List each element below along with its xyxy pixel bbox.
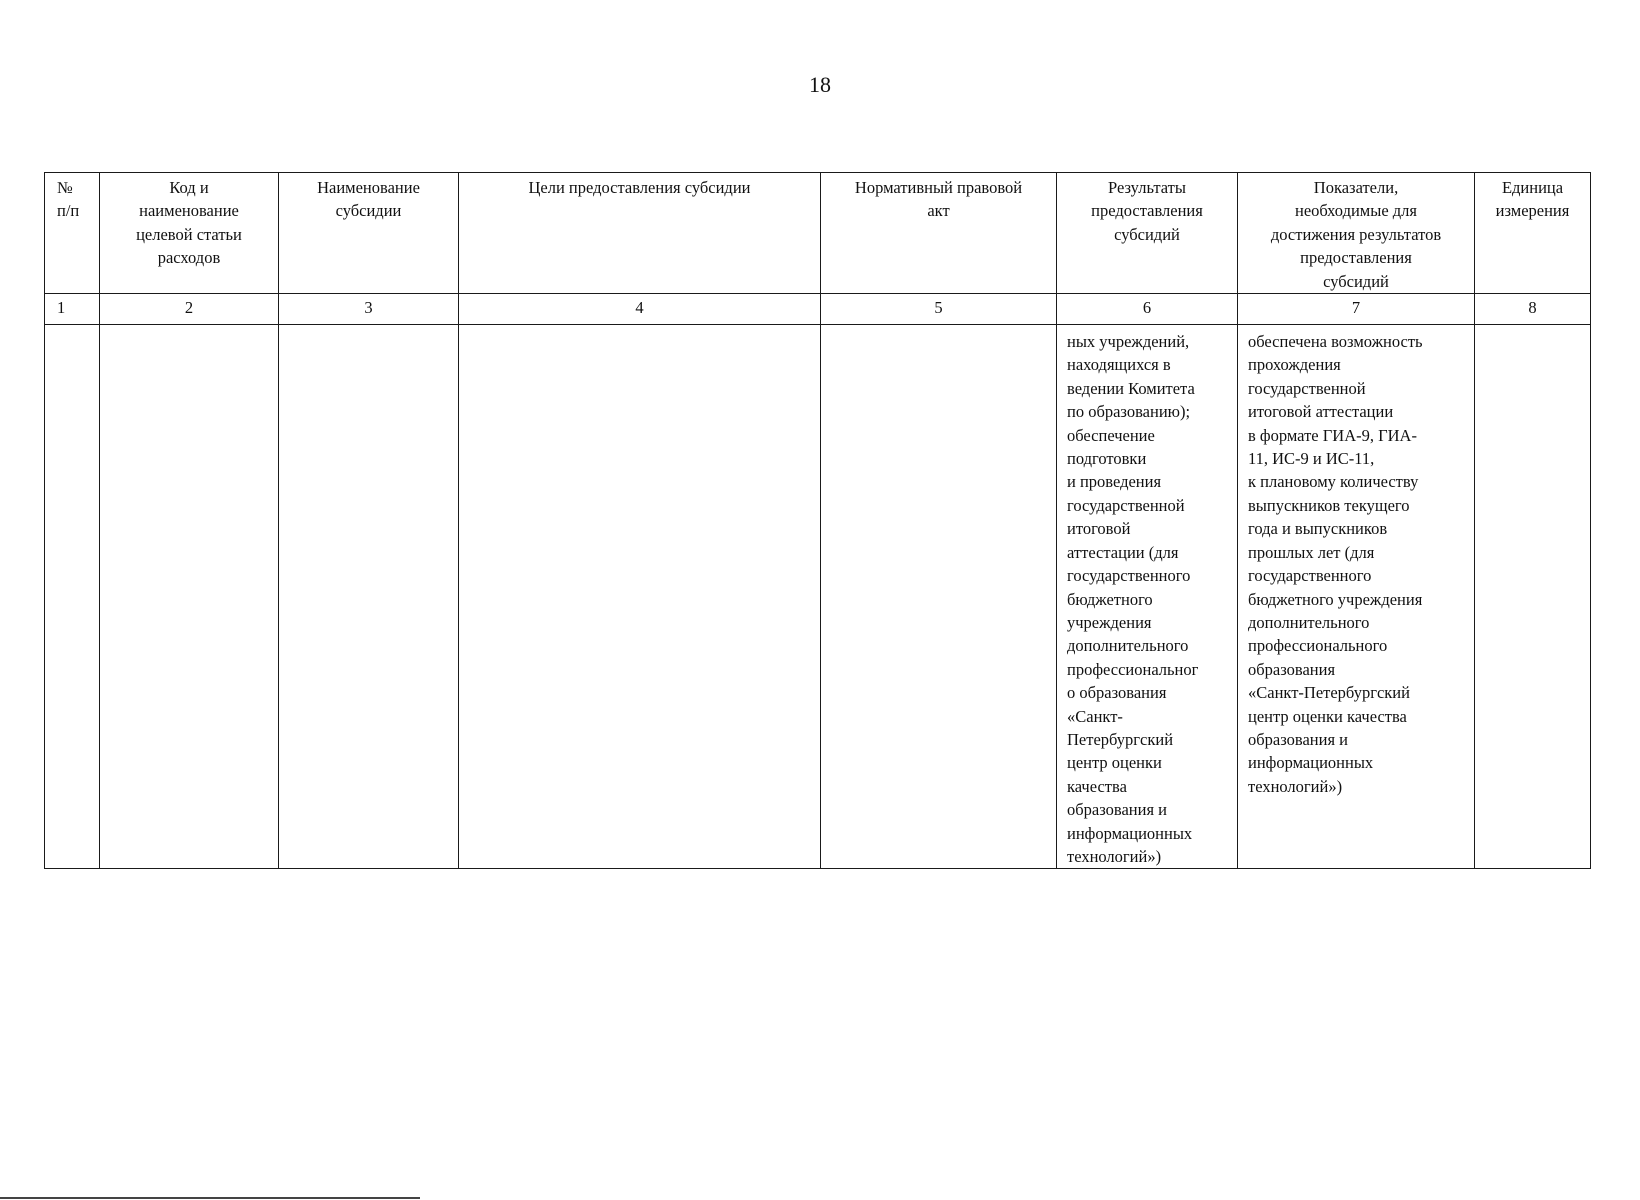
text-line: дополнительного (1248, 612, 1370, 632)
column-number-cell: 7 (1238, 294, 1475, 325)
text-line: в формате ГИА-9, ГИА- (1248, 425, 1417, 445)
text-line: подготовки (1067, 449, 1147, 469)
text-line: предоставления (1300, 248, 1412, 268)
page-number: 18 (809, 72, 831, 97)
text-line: 11, ИС-9 и ИС-11, (1248, 449, 1375, 469)
text-line: к плановому количеству (1248, 472, 1419, 492)
text-line: образования и (1248, 729, 1348, 749)
header-cell-number (45, 173, 100, 294)
column-number-cell: 8 (1475, 294, 1591, 325)
text-line: обеспечена возможность (1248, 332, 1423, 352)
text-line: Петербургский (1067, 729, 1174, 749)
scan-edge-rule (0, 1197, 420, 1199)
text-line: п/п (57, 201, 80, 221)
text-line: аттестации (для (1067, 542, 1179, 562)
text-line: бюджетного (1067, 589, 1153, 609)
text-line: выпускников текущего (1248, 495, 1410, 515)
column-number-cell: 1 (45, 294, 100, 325)
column-number-cell: 3 (279, 294, 459, 325)
text-line: целевой статьи (136, 224, 242, 244)
text-line: по образованию); (1067, 402, 1191, 422)
text-line: расходов (157, 248, 221, 268)
text-line: года и выпускников (1248, 519, 1388, 539)
text-line: профессионального (1248, 636, 1388, 656)
text-line: Нормативный правовой (854, 178, 1023, 197)
cell-indicators (1238, 325, 1475, 869)
text-line: государственного (1067, 566, 1191, 586)
text-line: «Санкт- (1067, 706, 1123, 726)
text-line: технологий») (1067, 846, 1162, 866)
text-line: «Санкт-Петербургский (1248, 683, 1410, 703)
text-line: прохождения (1248, 355, 1341, 375)
text-line: о образования (1067, 683, 1167, 703)
text-line: государственной (1248, 378, 1366, 398)
text-line: субсидий (1114, 224, 1180, 244)
text-line: образования (1248, 659, 1336, 679)
table-row (45, 325, 1591, 869)
header-cell-goals (459, 173, 821, 294)
column-number-cell: 4 (459, 294, 821, 325)
text-line: наименование (139, 201, 239, 221)
column-number-cell: 2 (100, 294, 279, 325)
text-line: центр оценки (1067, 753, 1162, 773)
header-cell-subsidy-name (279, 173, 459, 294)
text-line: технологий») (1248, 776, 1343, 796)
cell-code (100, 325, 279, 869)
text-line: субсидии (335, 201, 402, 221)
text-line: акт (927, 201, 950, 221)
text-line: качества (1067, 776, 1127, 796)
text-line: измерения (1495, 201, 1570, 221)
text-line: ных учреждений, (1067, 332, 1190, 352)
text-line: информационных (1248, 753, 1374, 773)
text-line: Наименование (317, 178, 420, 197)
header-cell-code (100, 173, 279, 294)
text-line: государственной (1067, 495, 1185, 515)
text-line: находящихся в (1067, 355, 1171, 375)
text-line: итоговой аттестации (1248, 402, 1394, 422)
cell-number (45, 325, 100, 869)
cell-subsidy-name (279, 325, 459, 869)
text-line: дополнительного (1067, 636, 1189, 656)
text-line: государственного (1248, 566, 1372, 586)
text-line: Результаты (1108, 178, 1186, 197)
text-line: профессиональног (1067, 659, 1199, 679)
text-line: прошлых лет (для (1248, 542, 1375, 562)
header-cell-legal-act (821, 173, 1057, 294)
text-line: ведении Комитета (1067, 378, 1195, 398)
text-line: учреждения (1067, 612, 1152, 632)
header-cell-indicators (1238, 173, 1475, 294)
text-line: обеспечение (1067, 425, 1155, 445)
header-row (45, 173, 1591, 294)
text-line: необходимые для (1295, 201, 1417, 221)
text-line: предоставления (1091, 201, 1203, 221)
text-line: и проведения (1067, 472, 1162, 492)
text-line: Единица (1501, 178, 1564, 197)
text-line: субсидий (1323, 271, 1389, 291)
text-line: Показатели, (1313, 178, 1399, 197)
column-number-row (45, 294, 1591, 325)
column-number-cell: 5 (821, 294, 1057, 325)
text-line: № (57, 178, 73, 197)
text-line: бюджетного учреждения (1248, 589, 1423, 609)
text-line: достижения результатов (1270, 224, 1442, 244)
text-line: итоговой (1067, 519, 1131, 539)
cell-legal-act (821, 325, 1057, 869)
column-number-cell: 6 (1057, 294, 1238, 325)
cell-unit (1475, 325, 1591, 869)
header-cell-unit (1475, 173, 1591, 294)
header-cell-results (1057, 173, 1238, 294)
cell-goals (459, 325, 821, 869)
subsidy-table (44, 172, 1591, 869)
text-line: Цели предоставления субсидии (528, 178, 751, 197)
text-line: образования и (1067, 800, 1167, 820)
cell-results (1057, 325, 1238, 869)
text-line: информационных (1067, 823, 1193, 843)
text-line: Код и (169, 178, 209, 197)
text-line: центр оценки качества (1248, 706, 1407, 726)
